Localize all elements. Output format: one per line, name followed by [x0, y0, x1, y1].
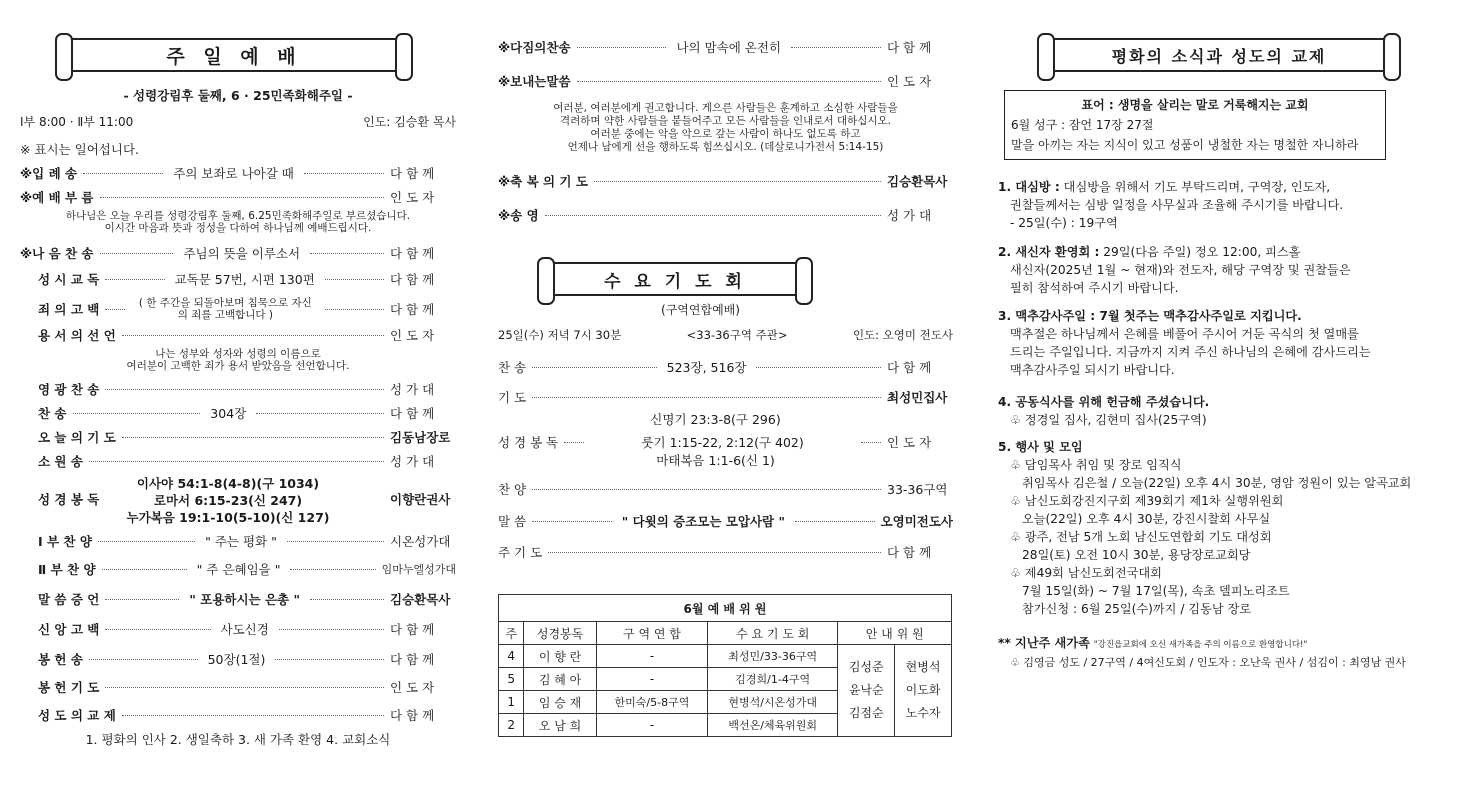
order-detail: 사도신경	[220, 622, 269, 637]
news-line: 필히 참석하여 주시기 바랍니다.	[1010, 281, 1179, 295]
order-label: ※송 영	[498, 208, 539, 223]
worship-title: 주 일 예 배	[166, 45, 302, 68]
order-role: 최성민집사	[887, 390, 948, 405]
news-heading: ** 지난주 새가족	[998, 636, 1090, 650]
order-row	[20, 620, 456, 638]
order-role: 33-36구역	[887, 482, 948, 497]
order-role: 다 함 께	[390, 622, 435, 637]
call-text-line: 하나님은 오늘 우리를 성령강림후 둘째, 6.25민족화해주일로 부르셨습니다.	[65, 210, 411, 222]
event-line: ♧ 제49회 남신도회전국대회	[1010, 566, 1162, 580]
order-role: 김동남장로	[390, 430, 451, 445]
order-role: 인 도 자	[390, 328, 435, 343]
news-title-banner	[1044, 38, 1394, 72]
order-label: 용 서 의 선 언	[38, 328, 116, 343]
order-role: 다 함 께	[390, 708, 435, 723]
header-cell: 수 요 기 도 회	[708, 622, 838, 645]
table-cell: 1	[499, 691, 524, 714]
table-row	[499, 645, 952, 668]
scripture-line: 누가복음 19:1-10(5-10)(신 127)	[126, 510, 330, 525]
order-label: ※다짐의찬송	[498, 40, 571, 55]
wednesday-subtitle: (구역연합예배)	[661, 303, 740, 317]
header-cell: 안 내 위 원	[838, 622, 952, 645]
order-detail: 주님의 뜻을 이루소서	[183, 246, 301, 261]
sending-line: 여러분 중에는 악을 악으로 갚는 사람이 하나도 없도록 하고	[590, 128, 861, 140]
order-row	[20, 244, 456, 262]
new-family-note: "강진읍교회에 오신 새가족을 주의 이름으로 환영합니다!"	[1093, 640, 1308, 650]
order-label: 오 늘 의 기 도	[38, 430, 116, 445]
order-role: 다 함 께	[390, 166, 435, 181]
order-row	[498, 206, 953, 224]
order-label: 찬 송	[498, 360, 527, 375]
order-row	[498, 433, 953, 451]
news-line: 권찰들께서는 심방 일정을 사무실과 조율해 주시기를 바랍니다.	[1010, 198, 1344, 212]
wednesday-leader: 인도: 오영미 전도사	[852, 328, 953, 342]
motto-title: 표어 : 생명을 살리는 말로 거룩해지는 교회	[1081, 98, 1309, 112]
news-line: - 25일(수) : 19구역	[1010, 216, 1118, 230]
order-label: Ⅰ 부 찬 양	[38, 534, 92, 549]
usher-name: 김점순	[848, 706, 884, 720]
order-label: 말 씀	[498, 514, 527, 529]
order-row	[498, 38, 953, 56]
event-line: 참가신청 : 6월 25일(수)까지 / 김동남 장로	[1022, 602, 1252, 616]
news-line: 맥추감사주일 되시기 바랍니다.	[1010, 363, 1175, 377]
standing-note	[20, 140, 456, 158]
news-heading: 5. 행사 및 모임	[998, 440, 1083, 454]
worship-title-banner	[62, 38, 406, 72]
order-row	[20, 650, 456, 668]
order-role: 임마누엘성가대	[381, 563, 457, 576]
news-column	[998, 0, 1438, 786]
order-label: ※보내는말씀	[498, 74, 571, 89]
order-label: 찬 양	[498, 482, 527, 497]
order-label: 성 시 교 독	[38, 272, 100, 287]
table-cell: 한미숙/5-8구역	[596, 691, 707, 714]
event-line: 취임목사 김은철 / 오늘(22일) 오후 4시 30분, 영암 정원이 있는 알곡교회	[1022, 476, 1412, 490]
order-row	[20, 326, 456, 344]
order-role: 인 도 자	[390, 190, 435, 205]
table-cell: 김경희/1-4구역	[708, 668, 838, 691]
standing-note-text: ※ 표시는 일어섭니다.	[20, 142, 139, 157]
news-heading: 4. 공동식사를 위해 헌금해 주셨습니다.	[998, 395, 1210, 409]
service-time: Ⅰ부 8:00 · Ⅱ부 11:00	[20, 114, 134, 129]
wed-scripture-1: 신명기 23:3-8(구 296)	[650, 412, 781, 427]
call-to-worship-text	[20, 210, 456, 234]
order-row	[498, 358, 953, 376]
order-detail: 304장	[210, 406, 247, 421]
news-heading: 2. 새신자 환영회 :	[998, 245, 1100, 259]
order-row	[20, 560, 456, 578]
event-line: ♧ 담임목사 취임 및 장로 임직식	[1010, 458, 1182, 472]
order-label: 영 광 찬 송	[38, 382, 100, 397]
new-family-section	[998, 634, 1438, 672]
sending-line: 여러분, 여러분에게 권고합니다. 게으른 사람들은 훈계하고 소심한 사람들을	[553, 102, 898, 114]
wednesday-host: <33-36구역 주관>	[686, 328, 788, 342]
fellowship-list: 1. 평화의 인사 2. 생일축하 3. 새 가족 환영 4. 교회소식	[85, 732, 391, 747]
table-header	[499, 622, 952, 645]
absolution-line: 나는 성부와 성자와 성령의 이름으로	[155, 348, 321, 360]
order-row	[498, 388, 953, 406]
call-text-line: 이시간 마음과 뜻과 정성을 다하여 하나님께 예배드립시다.	[104, 222, 372, 234]
order-label: 죄 의 고 백	[38, 302, 100, 317]
news-line: 드리는 주일입니다. 지금까지 지켜 주신 하나님의 은혜에 감사드리는	[1010, 345, 1371, 359]
usher-name: 현병석	[905, 660, 941, 674]
wed-scripture-3: 마태복음 1:1-6(신 1)	[656, 453, 775, 468]
order-label: 봉 헌 기 도	[38, 680, 100, 695]
event-line: 28일(토) 오전 10시 30분, 용당장로교회당	[1022, 548, 1251, 562]
table-cell: -	[596, 714, 707, 737]
order-role: 다 함 께	[887, 545, 932, 560]
usher-name: 윤낙순	[848, 683, 884, 697]
sending-word-text	[498, 102, 953, 154]
order-label: ※입 례 송	[20, 166, 78, 181]
news-line: 29일(다음 주일) 정오 12:00, 피스홀	[1099, 245, 1301, 259]
order-label: 말 씀 증 언	[38, 592, 100, 607]
order-row	[20, 164, 456, 182]
header-cell: 주	[499, 622, 524, 645]
order-role: 다 함 께	[390, 246, 435, 261]
order-role: 시온성가대	[390, 534, 451, 549]
order-role: 성 가 대	[887, 208, 932, 223]
worship-committee-table	[498, 594, 952, 737]
order-row	[498, 480, 953, 498]
order-role: 다 함 께	[390, 272, 435, 287]
order-label: 신 앙 고 백	[38, 622, 100, 637]
table-cell: 4	[499, 645, 524, 668]
table-cell: 5	[499, 668, 524, 691]
ushers-a-cell	[838, 645, 895, 737]
worship-subtitle: - 성령강림후 둘째, 6 · 25민족화해주일 -	[123, 88, 353, 103]
wednesday-time: 25일(수) 저녁 7시 30분	[498, 328, 622, 342]
table-title: 6월 예 배 위 원	[499, 595, 952, 622]
news-item-4	[998, 393, 1438, 429]
order-row	[20, 452, 456, 470]
usher-name: 노수자	[905, 706, 941, 720]
order-row	[498, 543, 953, 561]
order-role: 다 함 께	[390, 406, 435, 421]
news-item-1	[998, 178, 1438, 232]
order-label: ※나 음 찬 송	[20, 246, 94, 261]
news-title: 평화의 소식과 성도의 교제	[1111, 46, 1327, 66]
order-label: 성 경 봉 독	[498, 435, 559, 450]
motto-box	[1004, 90, 1386, 160]
order-role: 다 함 께	[887, 360, 932, 375]
table-cell: 임 승 재	[524, 691, 597, 714]
order-role: 다 함 께	[887, 40, 932, 55]
news-item-2	[998, 243, 1438, 297]
scripture-line: 이사야 54:1-8(4-8)(구 1034)	[136, 476, 320, 491]
header-cell: 구 역 연 합	[596, 622, 707, 645]
table-cell: 백선온/체육위원회	[708, 714, 838, 737]
usher-name: 김성준	[848, 660, 884, 674]
order-detail: " 다윗의 증조모는 모압사람 "	[621, 514, 785, 529]
news-line: 새신자(2025년 1월 ~ 현재)와 전도자, 해당 구역장 및 권찰들은	[1010, 263, 1351, 277]
service-time-row	[20, 112, 456, 130]
order-detail: 50장(1절)	[207, 652, 266, 667]
header-cell: 성경봉독	[524, 622, 597, 645]
order-detail: " 포용하시는 은총 "	[189, 592, 300, 607]
table-cell: 오 남 희	[524, 714, 597, 737]
worship-order-column	[20, 0, 456, 786]
service-leader: 인도: 김승환 목사	[363, 114, 456, 129]
news-line: 맥추절은 하나님께서 은혜를 베풀어 주시어 거둔 곡식의 첫 열매를	[1010, 327, 1359, 341]
order-label: 성 경 봉 독	[38, 492, 100, 507]
order-detail: 룻기 1:15-22, 2:12(구 402)	[641, 435, 804, 450]
order-row	[498, 512, 953, 530]
order-row	[20, 296, 456, 322]
order-role: 인 도 자	[390, 680, 435, 695]
wednesday-title: 수 요 기 도 회	[604, 271, 746, 292]
ushers-b-cell	[895, 645, 952, 737]
order-label: Ⅱ 부 찬 양	[38, 562, 96, 577]
sending-line: 언제나 남에게 선을 행하도록 힘쓰십시오. (데살로니가전서 5:14-15)	[567, 141, 884, 153]
order-role: 인 도 자	[887, 435, 932, 450]
order-row	[20, 490, 456, 508]
scripture-line: 로마서 6:15-23(신 247)	[153, 493, 303, 508]
order-label: 기 도	[498, 390, 527, 405]
order-role: 성 가 대	[390, 382, 435, 397]
order-label: 소 원 송	[38, 454, 83, 469]
order-role: 이향란권사	[390, 492, 451, 507]
usher-name: 이도화	[905, 683, 941, 697]
order-row	[498, 72, 953, 90]
table-cell: 김 혜 아	[524, 668, 597, 691]
order-detail: " 주는 평화 "	[205, 534, 277, 549]
table-cell: 2	[499, 714, 524, 737]
order-role: 오영미전도사	[880, 514, 953, 529]
wednesday-column	[498, 0, 953, 786]
wednesday-title-banner	[544, 262, 806, 296]
event-line: 오늘(22일) 오후 4시 30분, 강진시찰회 사무실	[1022, 512, 1271, 526]
absolution-line: 여러분이 고백한 죄가 용서 받았음을 선언합니다.	[126, 360, 350, 372]
order-row	[20, 706, 456, 724]
order-label: 주 기 도	[498, 545, 543, 560]
order-row	[20, 188, 456, 206]
order-label: ※예 배 부 름	[20, 190, 94, 205]
table-cell: 최성민/33-36구역	[708, 645, 838, 668]
news-line: ♧ 정경일 집사, 김현미 집사(25구역)	[1010, 413, 1207, 427]
new-family-line: ♧ 김영금 성도 / 27구역 / 4여신도회 / 인도자 : 오난욱 권사 / 섬김이 : 최영남 권사	[1010, 656, 1406, 669]
sending-line: 격려하며 약한 사람들을 붙들어주고 모든 사람들을 인내로서 대하십시오.	[560, 115, 891, 127]
order-detail: 나의 맘속에 온전히	[676, 40, 782, 55]
order-label: 찬 송	[38, 406, 67, 421]
order-role: 김승환목사	[390, 592, 451, 607]
news-heading: 1. 대심방 :	[998, 180, 1060, 194]
order-row	[20, 380, 456, 398]
order-role: 인 도 자	[887, 74, 932, 89]
table-cell: 현병석/시온성가대	[708, 691, 838, 714]
order-row	[20, 590, 456, 608]
table-cell: -	[596, 645, 707, 668]
event-line: ♧ 남신도회강진지구회 제39회기 제1차 실행위원회	[1010, 494, 1284, 508]
motto-text: 말을 아끼는 자는 지식이 있고 성품이 냉철한 자는 명철한 자니하라	[1011, 138, 1359, 152]
order-role: 성 가 대	[390, 454, 435, 469]
order-row	[20, 270, 456, 288]
news-item-5	[998, 438, 1438, 618]
event-line: 7월 15일(화) ~ 7월 17일(목), 속초 델피노리조트	[1022, 584, 1290, 598]
order-row	[20, 678, 456, 696]
order-role: 다 함 께	[390, 652, 435, 667]
order-row	[20, 532, 456, 550]
order-label: 봉 헌 송	[38, 652, 83, 667]
news-line: 대심방을 위해서 기도 부탁드리며, 구역장, 인도자,	[1059, 180, 1331, 194]
event-line: ♧ 광주, 전남 5개 노회 남신도연합회 기도 대성회	[1010, 530, 1272, 544]
wednesday-info-row	[498, 326, 953, 344]
order-detail: " 주 은혜임을 "	[196, 562, 281, 577]
absolution-text	[20, 348, 456, 372]
order-row	[20, 428, 456, 446]
motto-verse: 6월 성구 : 잠언 17장 27절	[1011, 118, 1154, 132]
table-cell: -	[596, 668, 707, 691]
order-label: ※축 복 의 기 도	[498, 174, 588, 189]
news-heading: 3. 맥추감사주일 : 7월 첫주는 맥추감사주일로 지킵니다.	[998, 309, 1302, 323]
order-detail: 교독문 57번, 시편 130편	[174, 272, 315, 287]
order-row	[20, 404, 456, 422]
order-label: 성 도 의 교 제	[38, 708, 116, 723]
order-row	[498, 172, 953, 190]
news-item-3	[998, 307, 1438, 379]
order-detail: ( 한 주간을 되돌아보며 침묵으로 자신의 죄를 고백합니다 )	[138, 297, 312, 321]
order-detail: 523장, 516장	[666, 360, 747, 375]
order-role: 김승환목사	[887, 174, 948, 189]
order-detail: 주의 보좌로 나아갈 때	[173, 166, 294, 181]
order-role: 다 함 께	[390, 302, 435, 317]
table-cell: 이 향 란	[524, 645, 597, 668]
